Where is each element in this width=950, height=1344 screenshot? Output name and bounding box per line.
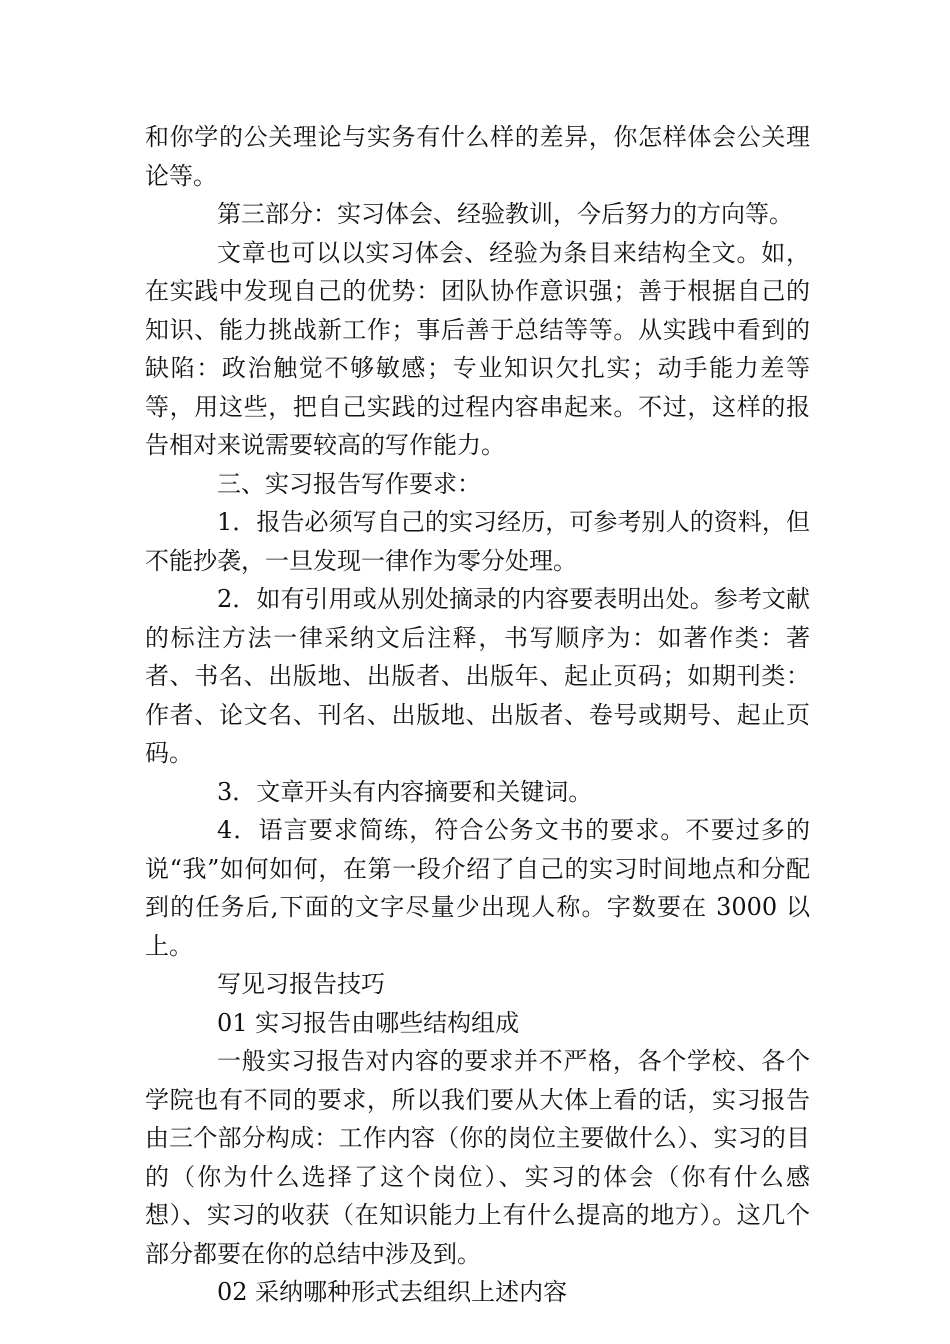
- section-heading-tips: 写见习报告技巧: [217, 970, 385, 998]
- subheading-02: 02 采纳哪种形式去组织上述内容: [217, 1278, 568, 1306]
- subheading-01: 01 实习报告由哪些结构组成: [217, 1008, 520, 1037]
- requirement-item-3: 3．文章开头有内容摘要和关键词。: [217, 777, 593, 806]
- paragraph-part-three: 第三部分：实习体会、经验教训，今后努力的方向等。: [217, 200, 793, 228]
- paragraph-report-structure: 一般实习报告对内容的要求并不严格，各个学校、各个学院也有不同的要求，所以我们要从大体上看的话，实习报告由三个部分构成：工作内容（你的岗位主要做什么）、实习的目的（你为什么选择了这个岗位）、实习的体会（你有什么感想）、实习的收获（在知识能力上有什么提高的地方）。这几个部分都要在你的总结中涉及到。: [145, 1047, 810, 1268]
- section-heading-requirements: 三、实习报告写作要求：: [217, 469, 481, 498]
- document-body: [145, 118, 810, 1312]
- requirement-item-2: 2．如有引用或从别处摘录的内容要表明出处。参考文献的标注方法一律采纳文后注释，书写顺序为：如著作类：著者、书名、出版地、出版者、出版年、起止页码；如期刊类：作者、论文名、刊名、出版地、出版者、卷号或期号、起止页码。: [145, 585, 810, 767]
- paragraph-structure-example: 文章也可以以实习体会、经验为条目来结构全文。如，在实践中发现自己的优势：团队协作意识强；善于根据自己的知识、能力挑战新工作；事后善于总结等等。从实践中看到的缺陷：政治触觉不够敏感；专业知识欠扎实；动手能力差等等，用这些，把自己实践的过程内容串起来。不过，这样的报告相对来说需要较高的写作能力。: [145, 238, 810, 459]
- requirement-item-4: 4．语言要求简练，符合公务文书的要求。不要过多的说“我”如何如何，在第一段介绍了自己的实习时间地点和分配到的任务后,下面的文字尽量少出现人称。字数要在 3000 以上。: [145, 816, 810, 960]
- paragraph-continuation: 和你学的公关理论与实务有什么样的差异，你怎样体会公关理论等。: [145, 123, 810, 190]
- requirement-item-1: 1．报告必须写自己的实习经历，可参考别人的资料，但不能抄袭，一旦发现一律作为零分处理。: [145, 508, 810, 575]
